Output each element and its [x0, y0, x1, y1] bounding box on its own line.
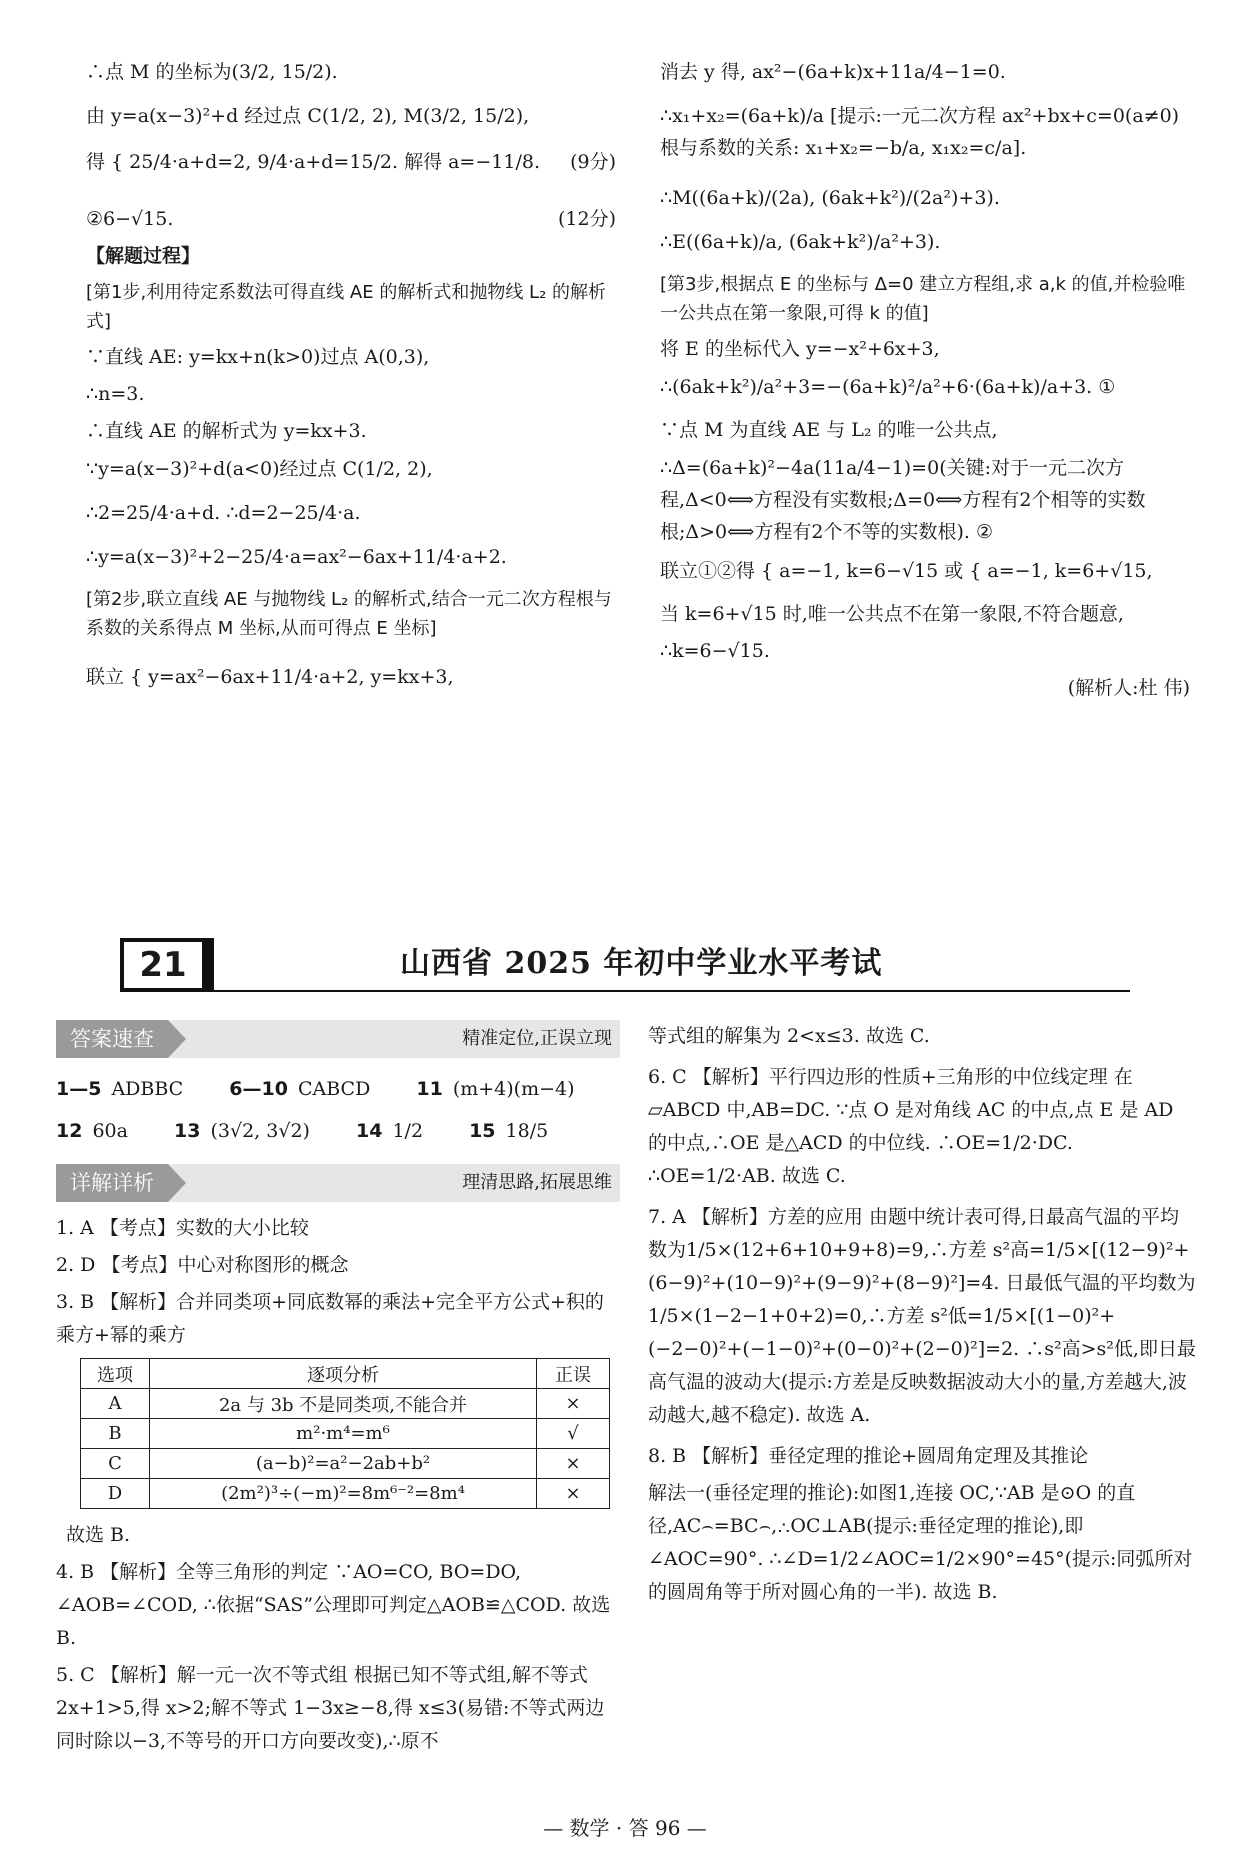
section-heading — [120, 932, 1130, 994]
table-header: 选项 — [81, 1359, 150, 1389]
answer-key: 1—5 — [56, 1078, 102, 1100]
table-row — [81, 1419, 610, 1449]
question-3: 3. B 【解析】合并同类项+同底数幂的乘法+完全平方公式+积的乘方+幂的乘方 — [56, 1291, 604, 1346]
section-rule — [206, 990, 1130, 992]
text-line: ∴2=25/4·a+d. ∴d=2−25/4·a. — [86, 502, 361, 524]
table-row — [81, 1479, 610, 1509]
table-header-row — [81, 1359, 610, 1389]
table-cell: C — [81, 1449, 150, 1479]
answer-value: 18/5 — [505, 1120, 549, 1142]
answer-value: ADBBC — [111, 1078, 184, 1100]
text-line: ∴直线 AE 的解析式为 y=kx+3. — [86, 420, 367, 442]
table-cell: × — [537, 1389, 610, 1419]
section-number: 21 — [120, 938, 206, 992]
top-left-column — [86, 56, 616, 705]
answer-key: 6—10 — [229, 1078, 288, 1100]
answer-key: 14 — [356, 1120, 383, 1142]
step-note: [第1步,利用待定系数法可得直线 AE 的解析式和抛物线 L₂ 的解析式] — [86, 282, 607, 332]
table-row — [81, 1389, 610, 1419]
section-title: 山西省 2025 年初中学业水平考试 — [400, 946, 883, 981]
table-cell: 2a 与 3b 不是同类项,不能合并 — [150, 1389, 537, 1419]
text-line: ∴E((6a+k)/a, (6ak+k²)/a²+3). — [660, 231, 941, 253]
text-line: ∴点 M 的坐标为(3/2, 15/2). — [86, 61, 338, 83]
answer-key: 12 — [56, 1120, 83, 1142]
answer-value: (m+4)(m−4) — [452, 1078, 575, 1100]
text-line: 当 k=6+√15 时,唯一公共点不在第一象限,不符合题意, — [660, 603, 1124, 625]
answer-row — [56, 1110, 620, 1152]
answer-key: 13 — [174, 1120, 201, 1142]
answer-value: (3√2, 3√2) — [210, 1120, 310, 1142]
text-line: ∵点 M 为直线 AE 与 L₂ 的唯一公共点, — [660, 419, 998, 441]
quick-answers-banner — [56, 1020, 620, 1058]
question-7: 7. A 【解析】方差的应用 由题中统计表可得,日最高气温的平均数为1/5×(12+6+10+9+8)=9,∴方差 s²高=1/5×[(12−9)²+(6−9)²+(10−9)²+(9−9)²+(8−9)²]=4. 日最低气温的平均数为1/5×(1−2−1+0+2)=0,∴方差 s²低=1/5×[(1−0)²+(−2−0)²+(−1−0)²+(0−0)²+(2−0)²]=2. ∴s²高>s²低,即日最高气温的波动大(提示:方差是反映数据波动大小的量,方差越大,波动越大,越不稳定). 故选 A. — [648, 1206, 1196, 1426]
text-line: ∴y=a(x−3)²+2−25/4·a=ax²−6ax+11/4·a+2. — [86, 546, 507, 568]
equation-system — [86, 146, 616, 178]
table-cell: (2m²)³÷(−m)²=8m⁶⁻²=8m⁴ — [150, 1479, 537, 1509]
question-4: 4. B 【解析】全等三角形的判定 ∵AO=CO, BO=DO, ∠AOB=∠COD, ∴依据“SAS”公理即可判定△AOB≌△COD. 故选 B. — [56, 1561, 611, 1649]
question-3-conclusion: 故选 B. — [66, 1524, 131, 1546]
option-analysis-table — [80, 1358, 610, 1509]
top-right-column — [660, 56, 1190, 710]
text-line: ②6−√15. — [86, 208, 174, 230]
answer-value: CABCD — [297, 1078, 371, 1100]
question-1: 1. A 【考点】实数的大小比较 — [56, 1217, 309, 1239]
text-line: ∴k=6−√15. — [660, 640, 770, 662]
table-row — [81, 1449, 610, 1479]
bottom-right-column — [648, 1020, 1196, 1613]
detail-banner — [56, 1164, 620, 1202]
table-cell: × — [537, 1449, 610, 1479]
text-line: 联立 { y=ax²−6ax+11/4·a+2, y=kx+3, — [86, 666, 454, 688]
text-line: ∵直线 AE: y=kx+n(k>0)过点 A(0,3), — [86, 346, 430, 368]
text-line: ∴(6ak+k²)/a²+3=−(6a+k)²/a²+6·(6a+k)/a+3. ① — [660, 376, 1116, 398]
question-5-continued: 等式组的解集为 2<x≤3. 故选 C. — [648, 1025, 930, 1047]
table-cell: × — [537, 1479, 610, 1509]
answer-value: 60a — [92, 1120, 128, 1142]
question-8: 8. B 【解析】垂径定理的推论+圆周角定理及其推论 — [648, 1445, 1089, 1467]
text-line: 将 E 的坐标代入 y=−x²+6x+3, — [660, 338, 940, 360]
text-line: ∴x₁+x₂=(6a+k)/a [提示:一元二次方程 ax²+bx+c=0(a≠0)根与系数的关系: x₁+x₂=−b/a, x₁x₂=c/a]. — [660, 105, 1180, 159]
question-5: 5. C 【解析】解一元一次不等式组 根据已知不等式组,解不等式 2x+1>5,得 x>2;解不等式 1−3x≥−8,得 x≤3(易错:不等式两边同时除以−3,不等号的开口方向要改变),∴原不 — [56, 1664, 605, 1752]
answer-key: 15 — [469, 1120, 496, 1142]
text-line: 由 y=a(x−3)²+d 经过点 C(1/2, 2), M(3/2, 15/2), — [86, 105, 530, 127]
text-line: ∵y=a(x−3)²+d(a<0)经过点 C(1/2, 2), — [86, 458, 433, 480]
author-credit: (解析人:杜 伟) — [1067, 677, 1190, 699]
text-line: ∴M((6a+k)/(2a), (6ak+k²)/(2a²)+3). — [660, 187, 1000, 209]
table-cell: m²·m⁴=m⁶ — [150, 1419, 537, 1449]
detail-label: 详解详析 — [56, 1164, 168, 1202]
answer-value: 1/2 — [392, 1120, 424, 1142]
table-header: 逐项分析 — [150, 1359, 537, 1389]
score-label: (9分) — [570, 151, 616, 173]
text-line: ∴n=3. — [86, 383, 145, 405]
detail-hint: 理清思路,拓展思维 — [462, 1172, 612, 1193]
step-note: [第3步,根据点 E 的坐标与 Δ=0 建立方程组,求 a,k 的值,并检验唯一公共点在第一象限,可得 k 的值] — [660, 274, 1186, 324]
quick-answers-label: 答案速查 — [56, 1020, 168, 1058]
step-note: [第2步,联立直线 AE 与抛物线 L₂ 的解析式,结合一元二次方程根与系数的关系得点 M 坐标,从而可得点 E 坐标] — [86, 589, 612, 639]
page-footer: — 数学 · 答 96 — — [543, 1816, 707, 1840]
table-cell: D — [81, 1479, 150, 1509]
text-line: 消去 y 得, ax²−(6a+k)x+11a/4−1=0. — [660, 61, 1006, 83]
score-label: (12分) — [557, 208, 616, 230]
section-label: 【解题过程】 — [86, 245, 201, 267]
question-6: 6. C 【解析】平行四边形的性质+三角形的中位线定理 在▱ABCD 中,AB=DC. ∵点 O 是对角线 AC 的中点,点 E 是 AD 的中点,∴OE 是△ACD 的中位线. ∴OE=1/2·DC. ∴OE=1/2·AB. 故选 C. — [648, 1066, 1174, 1187]
answer-row — [56, 1068, 620, 1110]
question-8-method-1: 解法一(垂径定理的推论):如图1,连接 OC,∵AB 是⊙O 的直径,AC⌢=BC⌢,∴OC⊥AB(提示:垂径定理的推论),即∠AOC=90°. ∴∠D=1/2∠AOC=1/2×90°=45°(提示:同弧所对的圆周角等于所对圆心角的一半). 故选 B. — [648, 1482, 1193, 1603]
table-header: 正误 — [537, 1359, 610, 1389]
table-cell: √ — [537, 1419, 610, 1449]
text-line: ∴Δ=(6a+k)²−4a(11a/4−1)=0(关键:对于一元二次方程,Δ<0⟺方程没有实数根;Δ=0⟺方程有2个相等的实数根;Δ>0⟺方程有2个不等的实数根). ② — [660, 457, 1146, 543]
text-line: 得 { 25/4·a+d=2, 9/4·a+d=15/2. 解得 a=−11/8. — [86, 151, 540, 173]
table-cell: A — [81, 1389, 150, 1419]
quick-answers-hint: 精准定位,正误立现 — [462, 1028, 612, 1049]
table-cell: (a−b)²=a²−2ab+b² — [150, 1449, 537, 1479]
answer-line — [86, 204, 616, 234]
text-line: 联立①②得 { a=−1, k=6−√15 或 { a=−1, k=6+√15, — [660, 560, 1153, 582]
answer-key: 11 — [416, 1078, 443, 1100]
table-cell: B — [81, 1419, 150, 1449]
section-divider — [206, 938, 214, 992]
question-2: 2. D 【考点】中心对称图形的概念 — [56, 1254, 349, 1276]
bottom-left-column — [56, 1020, 620, 1762]
